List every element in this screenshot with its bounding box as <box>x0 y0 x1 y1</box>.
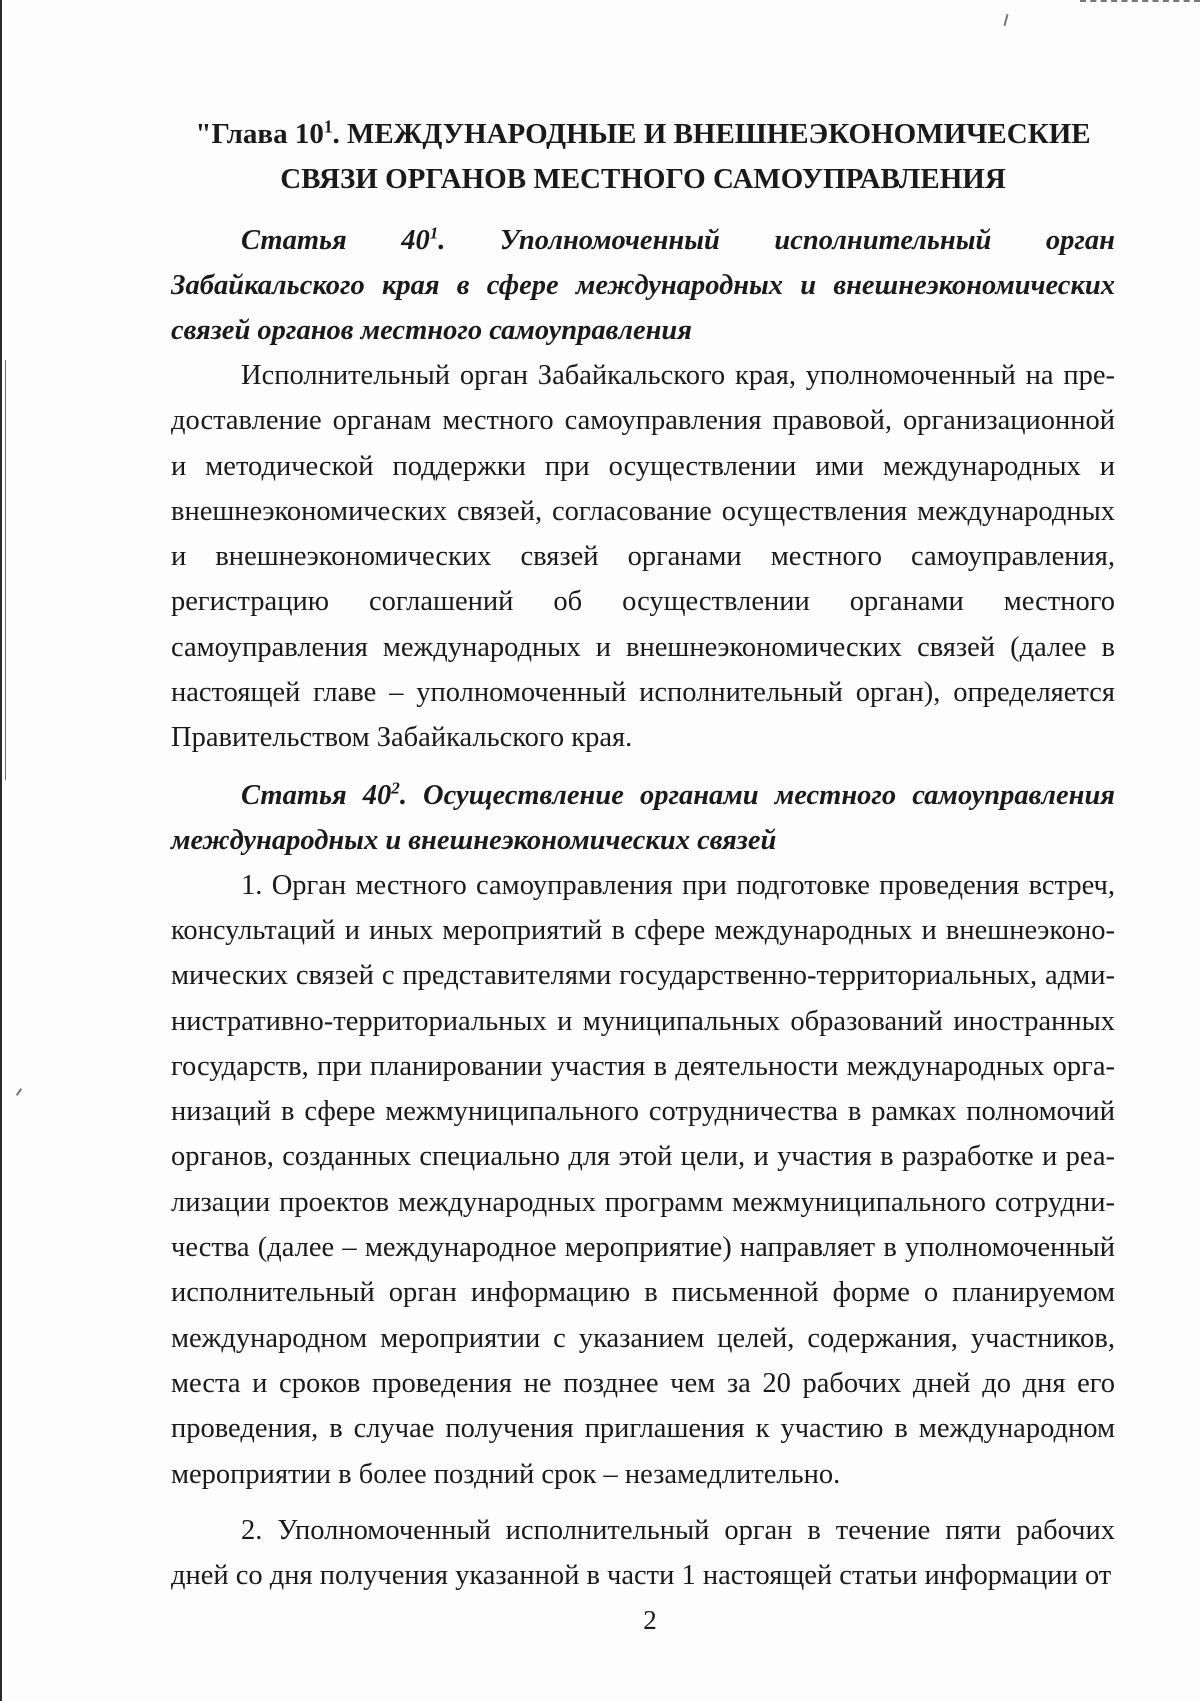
article-heading-prefix: Статья 40 <box>241 225 430 256</box>
article-heading-title: . Уполномоченный исполнительный орган Забайкальского края в сфере международных и внешнеэкономических связей органов местного самоуправления <box>171 225 1115 346</box>
chapter-title <box>163 112 1123 202</box>
document-body <box>171 112 1115 1598</box>
article-heading-superscript: 1 <box>429 223 439 243</box>
article-heading-prefix: Статья 40 <box>241 779 392 811</box>
article-paragraph: 1. Орган местного самоуправления при подготовке проведения встреч, консультаций и иных мероприятий в сфере международных и внешнеэкономических связей с представителями государственно-территориальных, административно-территориальных и муниципальных образований иностранных государств, при планировании участия в деятельности международных организаций в сфере межмуниципального сотрудничества в рамках полномочий органов, созданных специально для этой цели, и участия в разработке и реализации проектов международных программ межмуниципального сотрудничества (далее – международное мероприятие) направляет в уполномоченный исполнительный орган информацию в письменной форме о планируемом международном мероприятии с указанием целей, содержания, участников, места и сроков проведения не позднее чем за 20 рабочих дней до дня его проведения, в случае получения приглашения к участию в международном мероприятии в более поздний срок – незамедлительно. <box>171 869 1115 1490</box>
article-heading-superscript: 2 <box>391 778 400 798</box>
article-paragraph: 2. Уполномоченный исполнительный орган в течение пяти рабочих дней со дня получения указанной в части 1 настоящей статьи информации от <box>171 1514 1115 1592</box>
chapter-title-line2: СВЯЗИ ОРГАНОВ МЕСТНОГО САМОУПРАВЛЕНИЯ <box>280 163 1006 195</box>
article-heading <box>171 773 1115 863</box>
scan-stray-mark <box>1003 14 1008 26</box>
page-number: 2 <box>643 1605 657 1635</box>
scan-stray-mark <box>16 1088 22 1096</box>
article-paragraph: Исполнительный орган Забайкальского края, уполномоченный на предоставление органам местного самоуправления правовой, организационной и методической поддержки при осуществлении ими международных и внешнеэкономических связей, согласование осуществления международных и внешнеэкономических связей органами местного самоуправления, регистрацию соглашений об осуществлении органами местного самоуправления международных и внешнеэкономических связей (далее в настоящей главе – уполномоченный исполнительный орган), определяется Правительством Забайкальского края. <box>171 360 1115 754</box>
article-heading <box>171 218 1115 353</box>
article-heading-title: . Осуществление органами местного самоуправления международных и внешнеэкономических связей <box>171 779 1115 856</box>
chapter-title-prefix: "Глава 10 <box>195 118 324 150</box>
chapter-title-line1: . МЕЖДУНАРОДНЫЕ И ВНЕШНЕЭКОНОМИЧЕСКИЕ <box>332 118 1091 150</box>
scan-edge-line <box>0 0 2 1701</box>
scan-top-right-dash <box>1080 0 1200 4</box>
chapter-title-superscript: 1 <box>323 116 333 137</box>
scan-edge-line-inner <box>5 360 6 780</box>
